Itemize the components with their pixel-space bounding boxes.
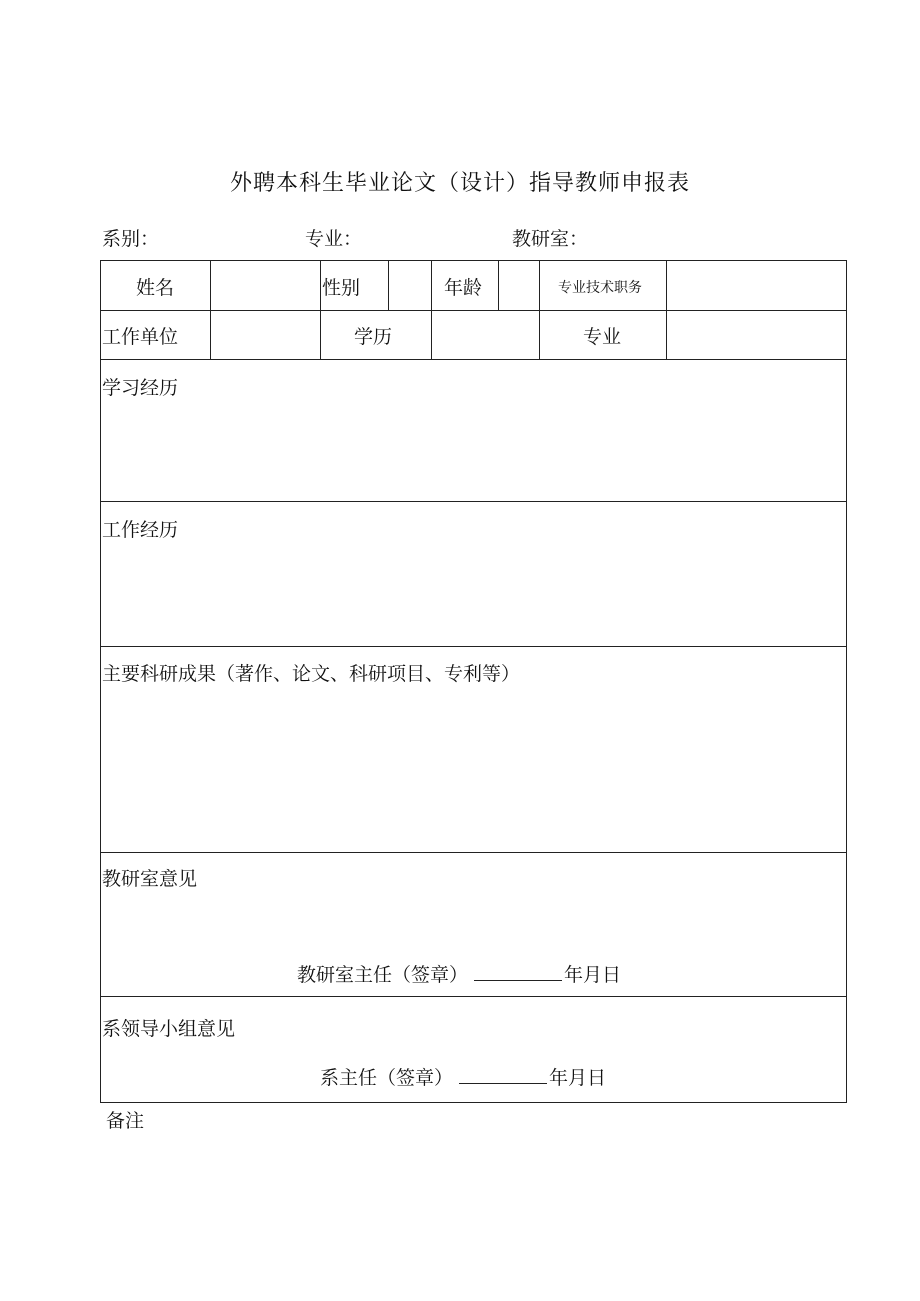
- education-label: 学历: [354, 326, 393, 348]
- teaching-office-director-signature-label: 教研室主任（签章）: [297, 964, 469, 986]
- work-history-label: 工作经历: [102, 519, 179, 541]
- professional-title-label: 专业技术职务: [558, 280, 642, 296]
- signature-blank[interactable]: [474, 979, 562, 981]
- date-label: 年月日: [549, 1067, 607, 1089]
- education-field[interactable]: [432, 311, 538, 358]
- date-label: 年月日: [564, 964, 622, 986]
- signature-blank[interactable]: [459, 1082, 547, 1084]
- department-signature-line: [320, 1063, 606, 1090]
- employer-field[interactable]: [211, 311, 319, 358]
- age-label: 年龄: [444, 277, 483, 299]
- age-field[interactable]: [499, 261, 538, 309]
- major-label: 专业：: [305, 228, 363, 250]
- teaching-office-label: 教研室：: [512, 228, 589, 250]
- study-history-label: 学习经历: [102, 377, 179, 399]
- work-history-field[interactable]: [101, 543, 846, 645]
- professional-title-field[interactable]: [667, 261, 845, 309]
- teaching-office-signature-line: [297, 960, 621, 987]
- department-leadership-opinion-label: 系领导小组意见: [102, 1018, 236, 1040]
- row-divider: [101, 501, 846, 502]
- remarks-label: 备注: [106, 1110, 145, 1132]
- form-title: 外聘本科生毕业论文（设计）指导教师申报表: [229, 171, 690, 196]
- column-divider: [320, 261, 321, 359]
- research-results-field[interactable]: [101, 687, 846, 851]
- teaching-office-opinion-label: 教研室意见: [102, 868, 198, 890]
- employer-label: 工作单位: [102, 326, 179, 348]
- department-head-signature-label: 系主任（签章）: [320, 1067, 454, 1089]
- row-divider: [101, 852, 846, 853]
- name-field[interactable]: [211, 261, 319, 309]
- column-divider: [539, 261, 540, 359]
- row-divider: [101, 646, 846, 647]
- department-label: 系别：: [102, 228, 160, 250]
- major-field[interactable]: [667, 311, 845, 358]
- row-divider: [101, 359, 846, 360]
- name-label: 姓名: [136, 277, 175, 299]
- gender-label: 性别: [322, 277, 361, 299]
- application-form-table: [100, 260, 847, 1103]
- research-results-label: 主要科研成果（著作、论文、科研项目、专利等）: [102, 663, 521, 685]
- study-history-field[interactable]: [101, 401, 846, 500]
- gender-field[interactable]: [389, 261, 430, 309]
- row-divider: [101, 996, 846, 997]
- major-field-label: 专业: [583, 326, 622, 348]
